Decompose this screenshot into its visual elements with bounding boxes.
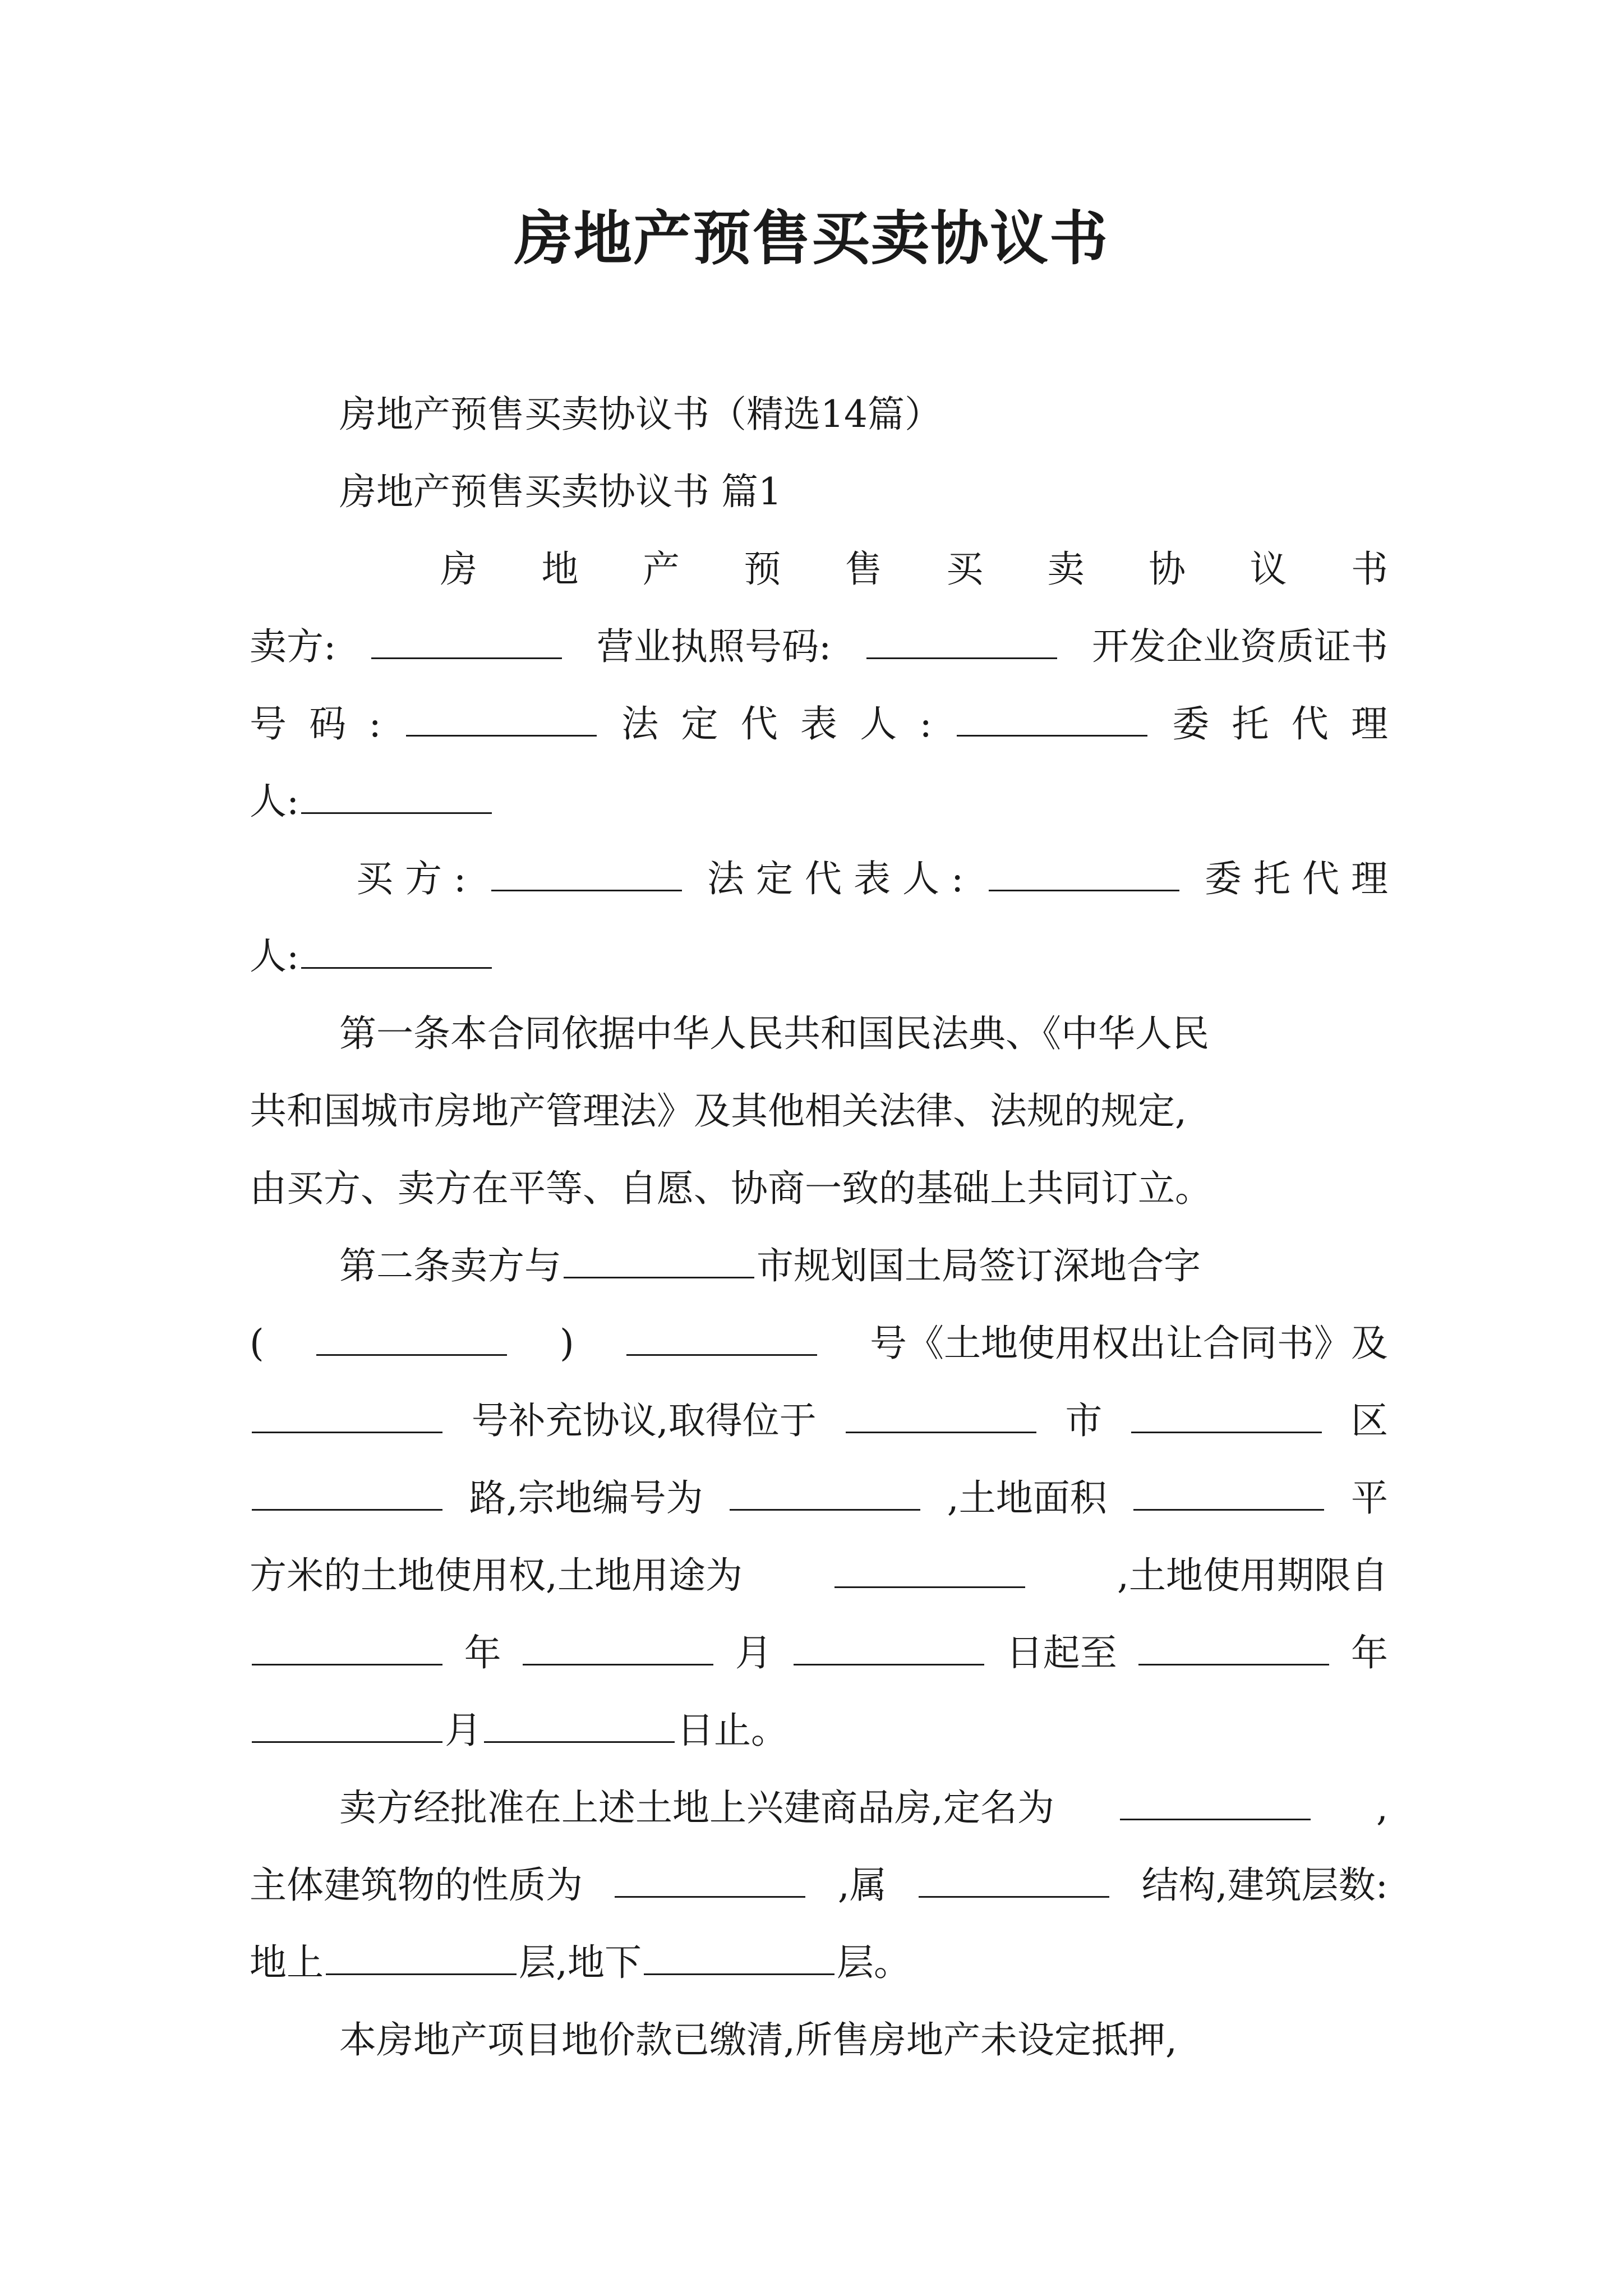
spaced-title-char: 书 <box>1350 547 1388 591</box>
start-day-blank <box>794 1632 984 1665</box>
paragraph-3-text: ,属 <box>837 1864 887 1907</box>
buyer-agent-label: 委 托 代 理 <box>1205 857 1388 900</box>
article-1-line: 由买方、卖方在平等、自愿、协商一致的基础上共同订立。 <box>250 1167 1212 1210</box>
buyer-agent-blank <box>301 936 492 969</box>
floors-below-blank <box>644 1942 834 1975</box>
number-label-char: 号 <box>250 702 287 746</box>
buyer-line-1 <box>250 840 1388 918</box>
spaced-title-char: 买 <box>946 547 984 591</box>
spaced-title <box>250 531 1388 608</box>
end-month-blank <box>252 1710 442 1743</box>
structure-blank <box>919 1865 1109 1898</box>
article-2-text: 月 <box>735 1631 772 1674</box>
article-2-text: 区 <box>1350 1399 1388 1442</box>
seller-agent-suffix: 人: <box>250 780 299 823</box>
buyer-line-2 <box>250 918 1388 995</box>
license-number-blank <box>866 626 1057 659</box>
rep-label-char: 定 <box>681 702 718 746</box>
location-city-blank <box>846 1400 1036 1433</box>
seller-line-2 <box>250 685 1388 763</box>
paragraph-3-text: 地上 <box>250 1941 324 1984</box>
section-heading: 房地产预售买卖协议书 篇1 <box>339 470 782 513</box>
rep-label-char: 代 <box>740 702 778 746</box>
paragraph-4-line: 本房地产项目地价款已缴清,所售房地产未设定抵押, <box>339 2018 1177 2062</box>
start-month-blank <box>523 1632 713 1665</box>
project-name-blank <box>1120 1787 1311 1820</box>
article-2-text: 市 <box>1065 1399 1103 1442</box>
license-label: 营业执照号码: <box>597 625 832 668</box>
paragraph-3-line-1 <box>250 1769 1388 1847</box>
paragraph-3-text: 主体建筑物的性质为 <box>250 1864 583 1907</box>
article-2-text: 路,宗地编号为 <box>469 1476 703 1520</box>
end-day-blank <box>484 1710 675 1743</box>
article-2-text: ) <box>560 1322 574 1365</box>
buyer-agent-suffix: 人: <box>250 935 299 978</box>
rep-label-char: : <box>919 702 932 746</box>
agent-label-char: 理 <box>1351 702 1388 746</box>
article-2-text: 号补充协议,取得位于 <box>471 1399 817 1442</box>
article-2-text: 年 <box>464 1631 501 1674</box>
contract-year-blank <box>316 1323 507 1356</box>
article-2-line-5 <box>250 1537 1388 1614</box>
spaced-title-char: 协 <box>1149 547 1186 591</box>
spaced-title-char: 预 <box>744 547 781 591</box>
qualification-label: 开发企业资质证书 <box>1092 625 1388 668</box>
spaced-title-char: 售 <box>845 547 882 591</box>
document-body <box>250 376 1388 2079</box>
seller-line-3 <box>250 763 1388 840</box>
article-2-text: ,土地面积 <box>947 1476 1107 1520</box>
supplement-number-blank <box>252 1400 442 1433</box>
qualification-number-blank <box>406 703 597 737</box>
paragraph-3-text: 层,地下 <box>519 1941 642 1984</box>
floors-above-blank <box>326 1942 517 1975</box>
document-subtitle: 房地产预售买卖协议书（精选14篇） <box>339 393 942 436</box>
article-2-line-2 <box>250 1305 1388 1382</box>
paragraph-3-text: , <box>1376 1786 1388 1829</box>
spaced-title-char: 产 <box>642 547 680 591</box>
article-2-text: ,土地使用期限自 <box>1117 1554 1388 1597</box>
seller-line-1 <box>250 608 1388 685</box>
number-label-char: 码 <box>309 702 347 746</box>
agent-label-char: 委 <box>1172 702 1210 746</box>
buyer-rep-label: 法 定 代 表 人 : <box>707 857 964 900</box>
document-title: 房地产预售买卖协议书 <box>514 204 1109 273</box>
article-2-text: 月 <box>445 1709 482 1752</box>
article-2-text: 年 <box>1350 1631 1388 1674</box>
number-label-char: : <box>368 702 381 746</box>
land-area-blank <box>1133 1478 1324 1511</box>
rep-label-char: 表 <box>800 702 837 746</box>
article-2-text: 日止。 <box>677 1709 788 1752</box>
article-2-text: 市规划国土局签订深地合字 <box>757 1244 1201 1287</box>
paragraph-3-text: 卖方经批准在上述土地上兴建商品房,定名为 <box>339 1786 1054 1829</box>
buyer-label: 买 方 : <box>356 857 467 900</box>
location-district-blank <box>1131 1400 1322 1433</box>
paragraph-3-line-3 <box>250 1924 1388 2001</box>
end-year-blank <box>1138 1632 1329 1665</box>
spaced-title-char: 房 <box>440 547 477 591</box>
article-2-line-1 <box>250 1227 1388 1305</box>
buyer-rep-blank <box>989 858 1179 891</box>
article-1-line: 共和国城市房地产管理法》及其他相关法律、法规的规定, <box>250 1089 1187 1133</box>
seller-rep-blank <box>957 703 1147 737</box>
city-blank <box>564 1245 754 1278</box>
paragraph-3-line-2 <box>250 1847 1388 1924</box>
article-1-line: 第一条本合同依据中华人民共和国民法典、《中华人民 <box>339 1012 1209 1055</box>
paragraph-3-text: 层。 <box>836 1941 911 1984</box>
seller-name-blank <box>371 626 562 659</box>
start-year-blank <box>252 1632 442 1665</box>
article-2-text: 方米的土地使用权,土地用途为 <box>250 1554 743 1597</box>
article-2-text: 平 <box>1350 1476 1388 1520</box>
spaced-title-char: 议 <box>1249 547 1287 591</box>
article-2-line-3 <box>250 1382 1388 1460</box>
buyer-name-blank <box>491 858 682 891</box>
article-2-text: ( <box>250 1322 264 1365</box>
road-blank <box>252 1478 442 1511</box>
spaced-title-char: 地 <box>541 547 579 591</box>
agent-label-char: 托 <box>1232 702 1269 746</box>
contract-number-blank <box>626 1323 817 1356</box>
seller-agent-blank <box>301 781 492 814</box>
land-use-blank <box>834 1555 1025 1588</box>
building-nature-blank <box>615 1865 805 1898</box>
article-2-line-4 <box>250 1460 1388 1537</box>
rep-label-char: 人 <box>860 702 897 746</box>
article-2-text: 日起至 <box>1006 1631 1117 1674</box>
article-2-text: 号《土地使用权出让合同书》及 <box>870 1322 1388 1365</box>
spaced-title-char: 卖 <box>1047 547 1085 591</box>
parcel-number-blank <box>730 1478 920 1511</box>
article-2-text: 第二条卖方与 <box>339 1244 561 1287</box>
seller-label: 卖方: <box>250 625 336 668</box>
rep-label-char: 法 <box>621 702 659 746</box>
agent-label-char: 代 <box>1291 702 1329 746</box>
paragraph-3-text: 结构,建筑层数: <box>1141 1864 1388 1907</box>
article-2-line-6 <box>250 1614 1388 1692</box>
article-2-line-7 <box>250 1692 1388 1769</box>
